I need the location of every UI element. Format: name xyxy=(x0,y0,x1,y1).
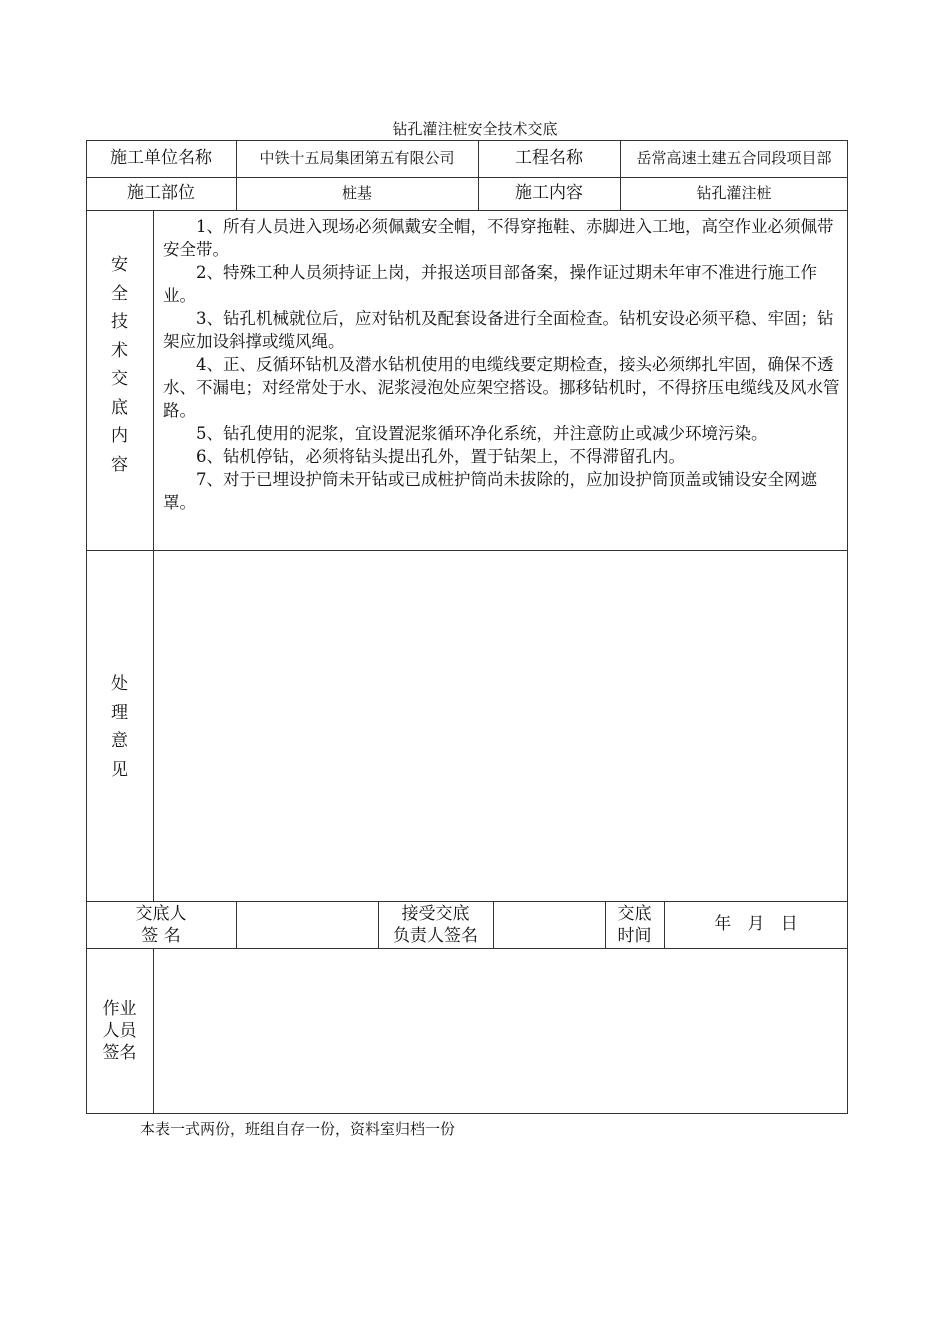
date-field[interactable]: 年 月 日 xyxy=(714,914,798,935)
label-char: 内 xyxy=(111,426,128,446)
workers-label xyxy=(86,948,153,1114)
project-label: 工程名称 xyxy=(515,148,583,169)
receiver-label-line: 接受交底 xyxy=(401,903,470,924)
safety-item: 2、特殊工种人员须持证上岗，并报送项目部备案，操作证过期未年审不准进行施工作业。 xyxy=(163,263,817,305)
label-char: 安 xyxy=(111,255,128,275)
content-label: 施工内容 xyxy=(515,183,583,204)
safety-item: 3、钻孔机械就位后，应对钻机及配套设备进行全面检查。钻机安设必须平稳、牢固；钻架应加设斜撑或缆风绳。 xyxy=(163,309,834,351)
label-char: 术 xyxy=(111,340,128,361)
safety-item: 7、对于已埋设护筒未开钻或已成桩护筒尚未拔除的，应加设护筒顶盖或铺设安全网遮罩。 xyxy=(163,470,817,512)
label-char: 底 xyxy=(111,397,128,418)
giver-label-line: 交底人 xyxy=(135,903,187,924)
part-value: 桩基 xyxy=(341,184,372,203)
giver-label-line: 签 名 xyxy=(141,925,181,946)
safety-item: 4、正、反循环钻机及潜水钻机使用的电缆线要定期检查，接头必须绑扎牢固，确保不透水、不漏电；对经常处于水、泥浆浸泡处应架空搭设。挪移钻机时，不得挤压电缆线及风水管路。 xyxy=(163,355,840,420)
time-label-line: 时间 xyxy=(617,925,652,946)
receiver-label xyxy=(378,901,493,948)
label-char: 全 xyxy=(111,283,128,304)
receiver-label-line: 负责人签名 xyxy=(393,925,478,946)
opinion-section-label xyxy=(86,670,153,784)
workers-label-line: 作业 xyxy=(102,999,137,1019)
label-char: 处 xyxy=(111,674,128,694)
label-char: 容 xyxy=(111,454,128,475)
safety-section-label xyxy=(86,251,153,479)
row-divider xyxy=(86,210,848,211)
workers-signature-area[interactable] xyxy=(154,949,847,1113)
label-char: 理 xyxy=(111,702,128,723)
safety-content xyxy=(163,215,843,514)
content-value: 钻孔灌注桩 xyxy=(696,184,772,203)
safety-item: 1、所有人员进入现场必须佩戴安全帽，不得穿拖鞋、赤脚进入工地，高空作业必须佩带安全带。 xyxy=(163,217,834,259)
label-char: 交 xyxy=(111,369,128,389)
label-char: 技 xyxy=(111,312,128,332)
document-title: 钻孔灌注桩安全技术交底 xyxy=(392,120,558,138)
safety-item: 6、钻机停钻，必须将钻头提出孔外，置于钻架上，不得滞留孔内。 xyxy=(196,447,685,466)
unit-label: 施工单位名称 xyxy=(110,148,212,169)
giver-label xyxy=(86,901,236,948)
workers-label-line: 签名 xyxy=(102,1043,137,1063)
part-label: 施工部位 xyxy=(127,183,195,204)
safety-item: 5、钻孔使用的泥浆，宜设置泥浆循环净化系统，并注意防止或减少环境污染。 xyxy=(196,424,768,443)
project-value: 岳常高速土建五合同段项目部 xyxy=(636,149,832,168)
time-label-line: 交底 xyxy=(617,903,652,924)
unit-value: 中铁十五局集团第五有限公司 xyxy=(259,149,455,168)
giver-signature-field[interactable] xyxy=(237,902,377,947)
time-label xyxy=(605,901,664,948)
receiver-signature-field[interactable] xyxy=(494,902,604,947)
label-char: 见 xyxy=(111,759,128,780)
footer-note: 本表一式两份，班组自存一份，资料室归档一份 xyxy=(140,1120,456,1138)
opinion-input-area[interactable] xyxy=(154,551,847,900)
workers-label-line: 人员 xyxy=(102,1021,137,1041)
label-char: 意 xyxy=(111,731,128,751)
